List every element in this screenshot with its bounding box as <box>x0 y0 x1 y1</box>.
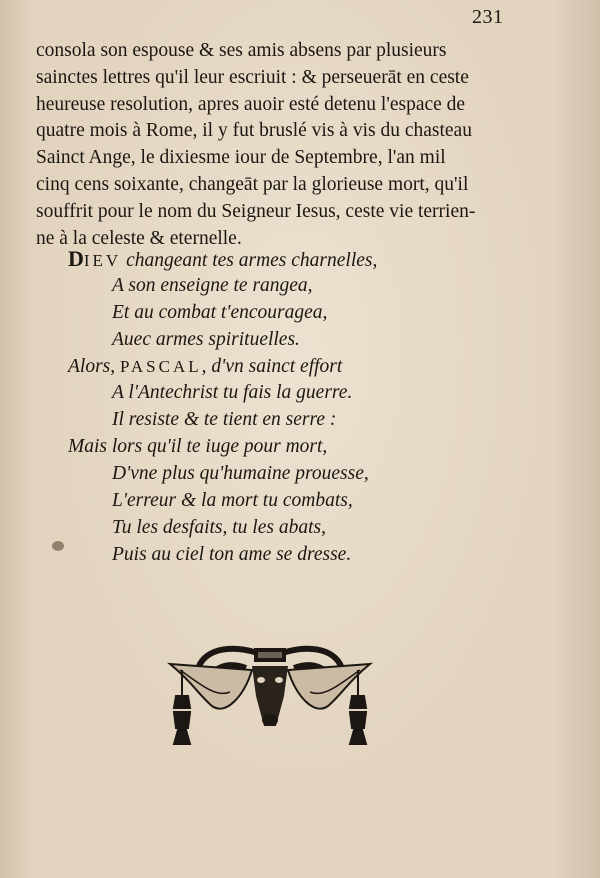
poem-line: Il resiste & te tient en serre : <box>112 409 337 431</box>
poem-line: Tu les desfaits, tu les abats, <box>112 516 326 538</box>
prose-line: consola son espouse & ses amis absens par plusieurs <box>36 40 447 61</box>
line5-end: , d'vn sainct effort <box>201 355 343 377</box>
poem-line: Puis au ciel ton ame se dresse. <box>112 543 352 565</box>
line5-start: Alors, <box>68 355 121 377</box>
name-pascal: PASCAL <box>120 356 202 376</box>
prose-line: heureuse resolution, apres auoir esté detenu l'espace de <box>36 93 466 115</box>
poem-line: Et au combat t'encouragea, <box>112 301 328 323</box>
poem-line: A son enseigne te rangea, <box>112 274 313 296</box>
prose-line: sainctes lettres qu'il leur escriuit : & perseuerāt en ceste <box>36 66 469 88</box>
drop-cap: D <box>68 246 84 271</box>
prose-line: quatre mois à Rome, il y fut bruslé vis à vis du chasteau <box>36 120 472 142</box>
ink-stain <box>52 541 64 551</box>
poem-line-5 <box>68 354 488 381</box>
poem-line-1 <box>68 246 488 273</box>
poem <box>68 246 488 569</box>
poem-line: D'vne plus qu'humaine prouesse, <box>112 463 369 485</box>
prose-paragraph <box>36 38 506 252</box>
poem-line: L'erreur & la mort tu combats, <box>112 490 353 512</box>
prose-line: cinq cens soixante, changeāt par la glorieuse mort, qu'il <box>36 173 469 195</box>
first-word-caps: IEV <box>83 251 122 270</box>
prose-line: souffrit pour le nom du Seigneur Iesus, ceste vie terrien- <box>36 200 476 222</box>
prose-line: ne à la celeste & eternelle. <box>36 227 242 249</box>
prose-line: Sainct Ange, le dixiesme iour de Septembre, l'an mil <box>36 147 446 169</box>
page-number: 231 <box>472 6 504 28</box>
poem-line: Mais lors qu'il te iuge pour mort, <box>68 436 328 458</box>
poem-line: A l'Antechrist tu fais la guerre. <box>112 382 353 404</box>
ram-head-drapery-ornament-icon <box>160 636 380 748</box>
first-line-text: changeant tes armes charnelles, <box>121 250 378 271</box>
poem-line: Auec armes spirituelles. <box>112 328 300 350</box>
